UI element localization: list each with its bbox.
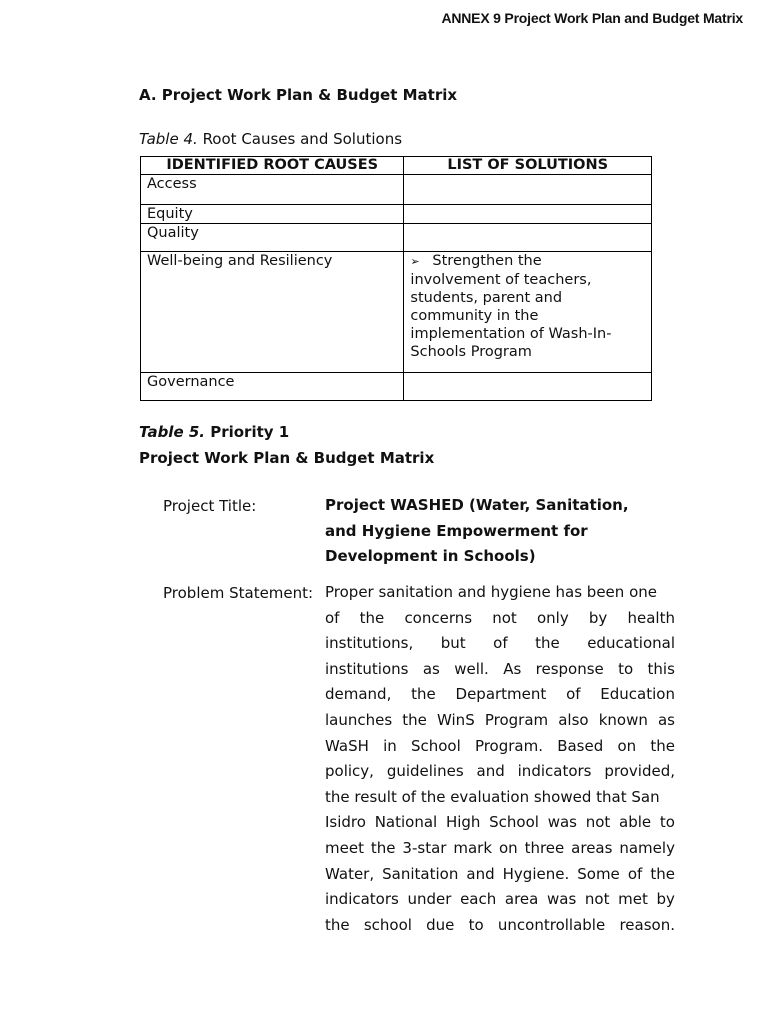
problem-word: policy, — [325, 762, 374, 781]
problem-line — [325, 657, 675, 683]
root-cause-cell: Well-being and Resiliency — [141, 252, 404, 373]
problem-word: of — [566, 685, 581, 704]
problem-word: of — [493, 634, 508, 653]
problem-word: met — [618, 890, 648, 909]
table-row — [141, 224, 652, 252]
problem-word: Program — [484, 710, 549, 729]
problem-word: indicators — [325, 890, 399, 909]
problem-line — [325, 862, 675, 888]
table-row — [141, 252, 652, 373]
root-cause-cell: Governance — [141, 373, 404, 401]
problem-line: the result of the evaluation showed that San — [325, 787, 660, 806]
problem-word: High — [445, 813, 481, 832]
table-row — [141, 205, 652, 224]
solution-bullet-item — [410, 252, 645, 361]
problem-line — [325, 734, 675, 760]
problem-word: 3-star — [402, 838, 447, 857]
page-header: ANNEX 9 Project Work Plan and Budget Matrix — [441, 10, 743, 26]
table5-caption — [139, 423, 289, 441]
problem-word: the — [402, 710, 427, 729]
problem-line — [325, 759, 675, 785]
problem-word: able — [619, 813, 652, 832]
solution-line: Schools Program — [410, 344, 532, 360]
table-header-row — [141, 157, 652, 175]
table-row — [141, 373, 652, 401]
problem-word: in — [383, 736, 397, 755]
problem-line: Proper sanitation and hygiene has been one — [325, 583, 657, 601]
root-cause-cell: Access — [141, 175, 404, 205]
problem-word: of — [325, 608, 340, 627]
project-title-line: Project WASHED (Water, Sanitation, — [325, 496, 629, 514]
problem-word: each — [460, 890, 497, 909]
problem-word: Education — [600, 685, 675, 704]
problem-line — [325, 810, 675, 836]
problem-word: three — [524, 838, 565, 857]
problem-word: health — [627, 608, 675, 627]
problem-word: Program. — [474, 736, 543, 755]
solution-cell — [404, 373, 652, 401]
problem-word: institutions, — [325, 634, 414, 653]
problem-word: the — [650, 864, 675, 883]
problem-word: uncontrollable — [497, 915, 606, 934]
project-title-line: and Hygiene Empowerment for — [325, 521, 588, 540]
problem-word: WaSH — [325, 736, 369, 755]
problem-word: the — [535, 634, 560, 653]
problem-word: as — [657, 710, 675, 729]
problem-word: WinS — [437, 710, 475, 729]
problem-line — [325, 682, 675, 708]
problem-word: to — [468, 915, 484, 934]
problem-line — [325, 631, 675, 657]
problem-statement-label: Problem Statement: — [163, 584, 314, 602]
root-causes-table — [140, 156, 652, 401]
problem-word: indicators — [517, 762, 592, 781]
table4-caption — [139, 130, 402, 148]
problem-word: response — [535, 659, 604, 678]
problem-word: the — [325, 915, 350, 934]
problem-word: areas — [571, 838, 613, 857]
problem-word: institutions — [325, 659, 409, 678]
problem-word: guidelines — [386, 762, 464, 781]
problem-word: the — [370, 838, 396, 857]
header-root-causes: IDENTIFIED ROOT CAUSES — [141, 157, 404, 175]
table5-label: Table 5. — [139, 423, 205, 441]
problem-word: launches — [325, 710, 393, 729]
problem-statement-value — [325, 580, 675, 938]
problem-word: Some — [577, 864, 620, 883]
problem-word: also — [558, 710, 589, 729]
solution-line: students, parent and — [410, 290, 563, 306]
solution-cell — [404, 252, 652, 373]
solution-line: implementation of Wash-In- — [410, 326, 612, 342]
problem-word: by — [656, 890, 675, 909]
root-cause-cell: Equity — [141, 205, 404, 224]
problem-word: not — [492, 608, 517, 627]
problem-word: on — [498, 838, 518, 857]
table5-title: Priority 1 — [210, 423, 290, 441]
problem-word: National — [374, 813, 438, 832]
problem-line — [325, 708, 675, 734]
problem-word: due — [426, 915, 455, 934]
problem-word: of — [627, 864, 643, 883]
solution-cell — [404, 205, 652, 224]
problem-word: the — [359, 608, 385, 627]
problem-word: School — [489, 813, 539, 832]
problem-word: well. — [454, 659, 489, 678]
problem-line — [325, 887, 675, 913]
problem-word: Department — [455, 685, 547, 704]
arrow-bullet-icon: ➢ — [410, 255, 420, 268]
problem-word: provided, — [604, 762, 675, 781]
root-cause-cell: Quality — [141, 224, 404, 252]
header-solutions: LIST OF SOLUTIONS — [404, 157, 652, 175]
problem-line — [325, 913, 675, 939]
problem-word: concerns — [404, 608, 473, 627]
problem-word: only — [537, 608, 569, 627]
table5-subtitle: Project Work Plan & Budget Matrix — [139, 449, 435, 467]
problem-word: demand, — [325, 685, 392, 704]
problem-word: area — [504, 890, 539, 909]
problem-word: school — [363, 915, 412, 934]
problem-word: Hygiene. — [502, 864, 570, 883]
problem-word: was — [546, 890, 577, 909]
problem-word: namely — [619, 838, 675, 857]
problem-word: and — [476, 762, 505, 781]
problem-word: was — [547, 813, 577, 832]
table4-title: Root Causes and Solutions — [202, 130, 403, 148]
problem-line — [325, 606, 675, 632]
problem-word: under — [407, 890, 452, 909]
problem-word: educational — [587, 634, 675, 653]
table-row — [141, 175, 652, 205]
project-title-label: Project Title: — [163, 497, 257, 515]
problem-word: to — [659, 813, 675, 832]
problem-word: but — [440, 634, 466, 653]
solution-line: involvement of teachers, — [410, 272, 592, 288]
project-title-line: Development in Schools) — [325, 547, 536, 566]
section-heading: A. Project Work Plan & Budget Matrix — [139, 86, 458, 104]
solution-cell — [404, 224, 652, 252]
problem-word: not — [585, 813, 611, 832]
problem-word: this — [647, 659, 675, 678]
table4-label: Table 4. — [139, 130, 198, 148]
solution-line: community in the — [410, 308, 539, 324]
problem-word: Sanitation — [382, 864, 459, 883]
problem-word: Water, — [325, 864, 375, 883]
problem-word: School — [410, 736, 461, 755]
problem-word: the — [411, 685, 436, 704]
problem-word: mark — [453, 838, 493, 857]
problem-word: by — [588, 608, 608, 627]
problem-word: to — [618, 659, 634, 678]
problem-word: not — [584, 890, 610, 909]
project-title-value — [325, 493, 675, 570]
problem-line — [325, 836, 675, 862]
problem-word: As — [503, 659, 522, 678]
solution-cell — [404, 175, 652, 205]
solution-line — [410, 252, 645, 271]
problem-word: Isidro — [325, 813, 366, 832]
problem-word: and — [466, 864, 495, 883]
problem-word: meet — [325, 838, 364, 857]
problem-word: the — [650, 736, 675, 755]
problem-word: Based — [557, 736, 604, 755]
problem-word: on — [617, 736, 637, 755]
solution-text: Strengthen the — [432, 253, 542, 269]
problem-word: reason. — [619, 915, 675, 934]
problem-word: known — [598, 710, 648, 729]
problem-word: as — [422, 659, 440, 678]
